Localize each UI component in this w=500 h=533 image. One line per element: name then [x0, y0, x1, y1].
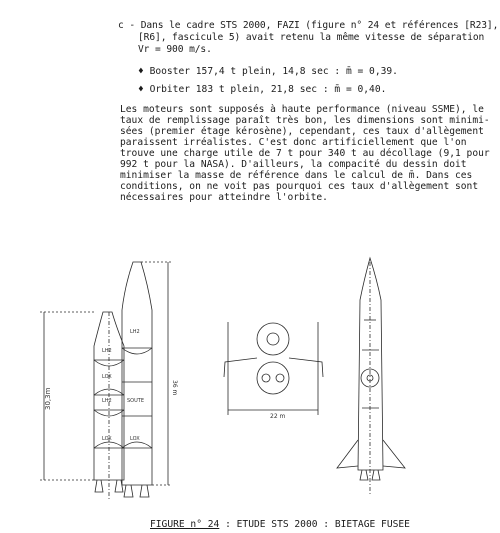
body-line: paraissent irréalistes. C'est donc artificiellement que l'on	[120, 137, 467, 148]
booster-label-3: LH2	[102, 398, 112, 404]
booster-vehicle	[94, 312, 124, 500]
center-dimension-label: 36 m	[171, 380, 178, 396]
orbiter-label-3: LOX	[130, 436, 140, 442]
body-line: trouve une charge utile de 7 t pour 340 t au décollage (9,1 pour	[120, 148, 490, 159]
body-line: nécessaires pour atteindre l'orbite.	[120, 192, 328, 203]
bullet-icon: ♦	[138, 66, 144, 77]
paragraph-c-line-3: Vr = 900 m/s.	[138, 44, 212, 55]
paragraph-c-line-2: [R6], fascicule 5) avait retenu la même vitesse de séparation	[138, 32, 485, 43]
orbiter-label-2: SOUTE	[127, 398, 144, 404]
body-line: sées (premier étage kérosène), cependant, ces taux d'allègement	[120, 126, 484, 137]
booster-label-1: LH2	[102, 348, 112, 354]
body-line: minimiser la masse de référence dans le calcul de m̄. Dans ces	[120, 170, 473, 181]
center-dimension	[141, 262, 178, 485]
orbiter-label-1: LH2	[130, 329, 140, 335]
body-line: conditions, on ne voit pas pourquoi ces taux d'allègement sont	[120, 181, 479, 192]
paragraph-c-line-1: c - Dans le cadre STS 2000, FAZI (figure n° 24 et références [R23],	[118, 20, 499, 31]
bullet-icon: ♦	[138, 84, 144, 95]
booster-label-4: LOX	[102, 436, 112, 442]
front-view	[224, 322, 323, 420]
caption-text: : ETUDE STS 2000 : BIETAGE FUSEE	[219, 519, 410, 530]
left-dimension-label: 30,3m	[44, 387, 52, 410]
left-dimension	[40, 312, 95, 480]
side-view	[337, 258, 405, 495]
bullet-text: Orbiter 183 t plein, 21,8 sec : m̄ = 0,40.	[149, 84, 387, 95]
caption-label: FIGURE n° 24	[150, 519, 220, 530]
figure-caption	[150, 519, 410, 530]
bullet-text: Booster 157,4 t plein, 14,8 sec : m̄ = 0,39.	[149, 66, 398, 77]
body-line: 992 t pour la NASA). D'ailleurs, la compacité du dessin doit	[120, 159, 467, 170]
body-line: Les moteurs sont supposés à haute performance (niveau SSME), le	[120, 104, 484, 115]
width-dimension-label: 22 m	[270, 413, 286, 420]
body-line: taux de remplissage paraît très bon, les dimensions sont minimi-	[120, 115, 490, 126]
booster-label-2: LOX	[102, 374, 112, 380]
orbiter-vehicle	[122, 262, 152, 497]
